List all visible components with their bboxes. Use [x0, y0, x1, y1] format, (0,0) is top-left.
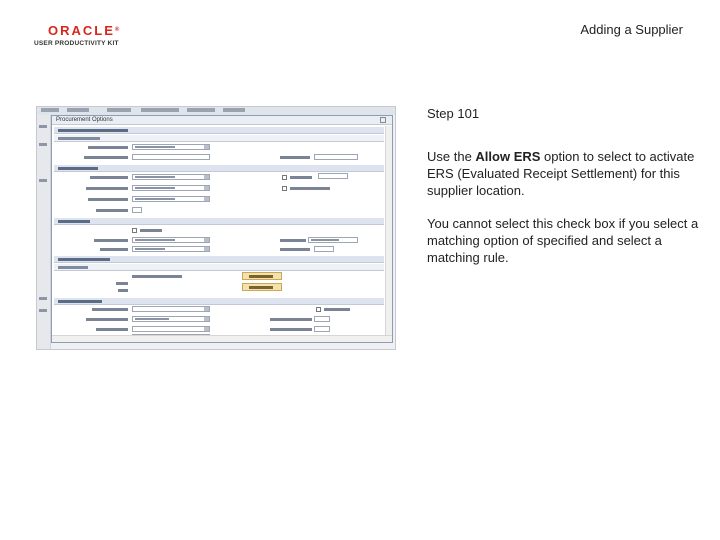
window-titlebar: [52, 116, 392, 125]
section-header: [54, 256, 384, 263]
configure-button[interactable]: [242, 272, 282, 280]
app-top-navigation: [37, 107, 396, 115]
instruction-text: option to select to activate ERS (Evaluated Receipt Settlement) for this supplier location.: [427, 149, 695, 198]
application-screenshot: [36, 106, 396, 350]
instruction-paragraph-1: [427, 148, 697, 199]
instruction-paragraph-2: You cannot select this check box if you select a matching option of specified and select a matching rule.: [427, 216, 699, 265]
procurement-options-window: [51, 115, 393, 343]
section-header: [54, 127, 384, 134]
logo-brand: ORACLE: [48, 23, 115, 38]
app-left-strip: [37, 115, 51, 350]
instruction-text: Use the: [427, 149, 476, 164]
step-number: Step 101: [427, 106, 480, 121]
close-icon[interactable]: [380, 117, 386, 123]
use-rules-button[interactable]: [242, 283, 282, 291]
instruction-emphasis: Allow ERS: [475, 149, 541, 164]
section-header: [54, 298, 384, 305]
sub-section-header: [54, 135, 384, 142]
oracle-logo: [34, 24, 126, 47]
sub-section-header: [54, 264, 384, 271]
window-title: Procurement Options: [56, 117, 113, 123]
vertical-scrollbar[interactable]: [385, 126, 392, 336]
logo-subtitle: USER PRODUCTIVITY KIT: [34, 40, 119, 47]
section-header: [54, 165, 384, 172]
horizontal-scrollbar[interactable]: [52, 335, 392, 342]
page-title: Adding a Supplier: [580, 22, 683, 37]
logo-registered-mark: ®: [114, 27, 122, 33]
section-header: [54, 218, 384, 225]
